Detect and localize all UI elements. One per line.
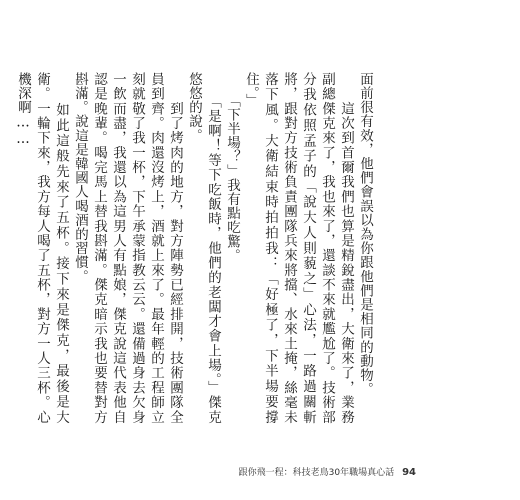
paragraph: 「是啊！等下吃飯時，他們的老闆才會上場。」傑克悠悠的說。 <box>186 72 221 424</box>
page-number: 94 <box>402 467 416 478</box>
paragraph: 面前很有效，他們會誤以為你跟他們是相同的動物。 <box>357 72 373 397</box>
paragraph: 到了烤肉的地方，對方陣勢已經排開，技術團隊全員到齊。肉還沒烤上，酒就上來了。最年輕的工程師立刻就敬了我一杯，下午承蒙指教云云。還備過身去欠身一飲而盡，我還以為這男人有點娘，傑克說這代表他自認是晚輩。喝完馬上替我斟滿。傑克暗示我也要替對方斟滿。說這是韓國人喝酒的習慣。 <box>72 72 183 424</box>
book-title: 跟你飛一程：科技老鳥30年職場真心話 <box>238 468 395 478</box>
paragraph: 這次到首爾我們也算是精銳盡出，大衛來了，業務副總傑克來了，我也來了，還談不來就尷尬了。技術部分我依照孟子的「說大人則藐之」心法，一路過關斬將，跟對方技術負責團隊兵來將擋、水來土掩，絲毫未落下風。大衛結束時拍拍我：「好極了，下半場要撐住。」 <box>243 72 354 424</box>
paragraph: 如此這般先來了五杯。接下來是傑克，最後是大衛。一輪下來，我方每人喝了五杯，對方一人三杯。心機深啊…… <box>15 72 69 424</box>
paragraph: 「下半場？」我有點吃驚。 <box>224 72 240 263</box>
page-footer <box>239 465 416 478</box>
body-text <box>13 72 374 424</box>
